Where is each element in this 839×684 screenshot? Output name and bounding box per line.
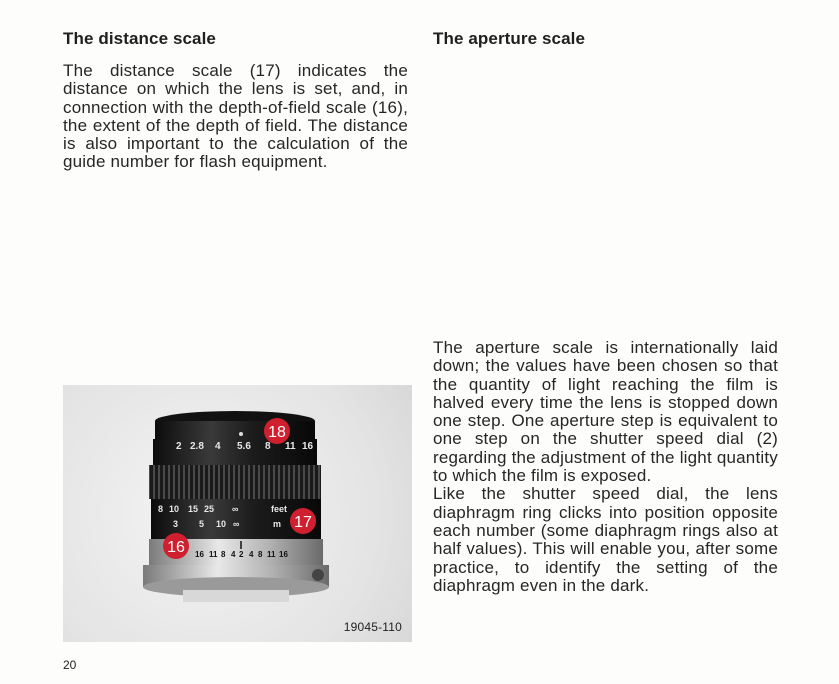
aperture-label: 4 [215, 441, 221, 452]
lens-front-barrel [155, 421, 315, 439]
feet-label: 8 [158, 504, 164, 514]
aperture-scale-paragraph-2: Like the shutter speed dial, the lens diaphragm ring clicks into position opposite each number (some diaphragm rings also at half values). This will enable you, after some practice, to identify the setting of the diaphragm even in the dark. [433, 484, 778, 595]
callout-18-label: 18 [268, 424, 286, 441]
aperture-scale-paragraph-1: The aperture scale is internationally laid down; the values have been chosen so that the quantity of light reaching the film is halved every time the lens is stopped down one step. One aperture step is equivalent to one step on the shutter speed dial (2) regarding the adjustment of the light quantity to which the film is exposed. [433, 338, 778, 486]
feet-label: 15 [188, 504, 199, 514]
aperture-label: 8 [265, 441, 271, 452]
aperture-scale-text [433, 339, 778, 595]
dof-label: 4 [231, 550, 236, 559]
dof-label: 8 [258, 550, 263, 559]
callout-16-label: 16 [167, 539, 185, 556]
dof-label: 11 [209, 550, 218, 559]
dof-label: 2 [239, 550, 244, 559]
aperture-label: 2.8 [190, 441, 204, 452]
aperture-label: 5.6 [237, 441, 251, 452]
dof-label: 16 [195, 550, 204, 559]
aperture-index-dot [239, 432, 243, 436]
meter-label: 10 [216, 519, 227, 529]
distance-scale-paragraph: The distance scale (17) indicates the distance on which the lens is set, and, in connection with the depth-of-field scale (16), the extent of the depth of field. The distance is also important to the calculation of the guide number for flash equipment. [63, 61, 408, 172]
meter-label: ∞ [233, 519, 240, 529]
dof-label: 16 [279, 550, 288, 559]
aperture-scale-heading: The aperture scale [433, 29, 586, 48]
feet-label: 10 [169, 504, 180, 514]
mount-release-knob [312, 569, 324, 581]
dof-label: 4 [249, 550, 254, 559]
aperture-label: 2 [176, 441, 182, 452]
rear-mount [183, 590, 289, 602]
lens-illustration [63, 385, 412, 642]
meter-label: 5 [199, 519, 205, 529]
callout-17-label: 17 [294, 514, 312, 531]
focus-ring-knurl [149, 465, 321, 499]
dof-label: 8 [221, 550, 226, 559]
distance-scale-heading: The distance scale [63, 29, 216, 48]
meter-unit: m [273, 519, 282, 529]
aperture-label: 16 [302, 441, 314, 452]
feet-unit: feet [271, 504, 288, 514]
lens-photo [63, 385, 412, 642]
feet-label: ∞ [232, 504, 239, 514]
meter-label: 3 [173, 519, 179, 529]
aperture-label: 11 [285, 441, 296, 452]
dof-label: 11 [267, 550, 276, 559]
feet-label: 25 [204, 504, 215, 514]
page-number: 20 [63, 658, 77, 672]
figure-caption: 19045-110 [343, 620, 402, 634]
